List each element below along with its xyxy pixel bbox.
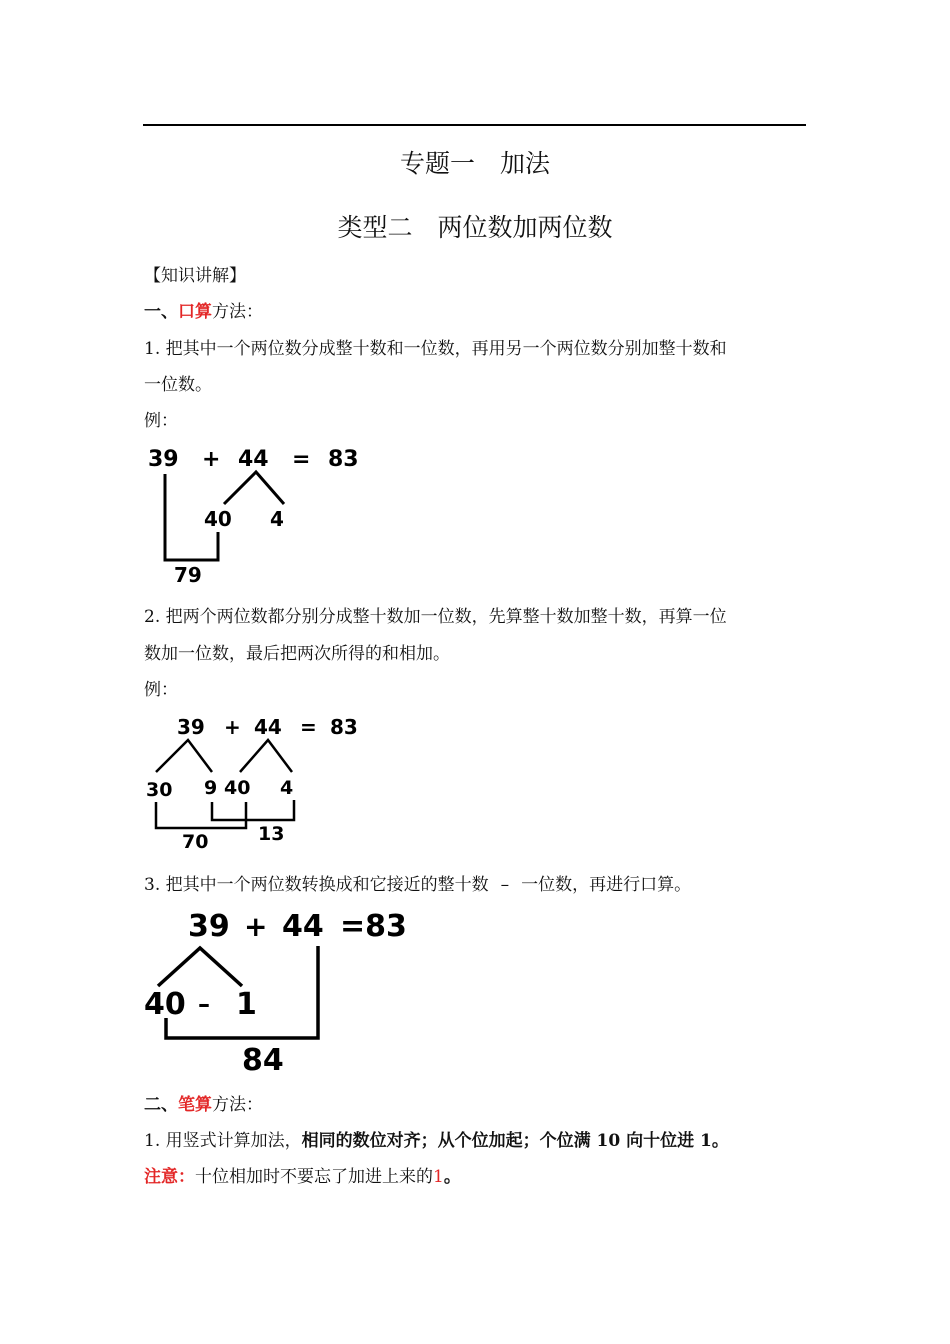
- diagram-3: [144, 904, 414, 1078]
- d1-op: +: [202, 447, 221, 472]
- d1-a: 39: [148, 447, 179, 472]
- diagram-1: [144, 442, 374, 587]
- d1-b-tens: 40: [204, 507, 232, 531]
- d2-b: 44: [254, 715, 282, 739]
- d2-ones-bracket: [212, 800, 294, 820]
- note-text: 十位相加时不要忘了加进上来的: [195, 1167, 433, 1187]
- d3-near: 40: [144, 987, 186, 1022]
- d3-b: 44: [282, 909, 324, 944]
- d1-b: 44: [238, 447, 269, 472]
- method3-line: [144, 873, 691, 897]
- d1-result: 83: [328, 447, 359, 472]
- example-label-2: 例：: [144, 680, 178, 700]
- d2-b-ones: 4: [280, 777, 294, 799]
- method3-part-a: 3. 把其中一个两位数转换成和它接近的整十数: [144, 875, 489, 895]
- oral-heading-highlight: 口算: [178, 302, 212, 322]
- d2-split-b: [240, 740, 292, 772]
- written-rule: [144, 1129, 729, 1153]
- d2-a: 39: [177, 715, 205, 739]
- oral-heading: [144, 300, 263, 324]
- method2-line1: 2. 把两个两位数都分别分成整十数加一位数，先算整十数加整十数，再算一位: [144, 607, 727, 627]
- d1-eq: =: [292, 447, 311, 472]
- written-rule-prefix: 1. 用竖式计算加法，: [144, 1131, 302, 1151]
- note-highlight: 1: [433, 1167, 444, 1187]
- oral-heading-suffix: 方法：: [212, 302, 263, 322]
- d2-b-tens: 40: [224, 777, 251, 799]
- section-knowledge-label: 【知识讲解】: [144, 266, 246, 286]
- d2-ones-sum: 13: [258, 823, 285, 845]
- written-heading-suffix: 方法：: [212, 1095, 263, 1115]
- d3-op: +: [244, 910, 268, 943]
- d2-tens-sum: 70: [182, 831, 209, 853]
- d3-minus: –: [198, 990, 210, 1018]
- page-subtitle: 类型二 两位数加两位数: [337, 213, 613, 242]
- d2-a-ones: 9: [204, 777, 218, 799]
- written-rule-bold: 相同的数位对齐；从个位加起；个位满 10 向十位进 1。: [301, 1131, 729, 1151]
- d1-b-ones: 4: [270, 507, 284, 531]
- d3-a: 39: [188, 909, 230, 944]
- d2-a-tens: 30: [146, 779, 173, 801]
- d2-op: +: [224, 715, 241, 739]
- page-title: 专题一 加法: [399, 149, 550, 178]
- d1-split-lines: [224, 472, 284, 504]
- method1-line1: 1. 把其中一个两位数分成整十数和一位数，再用另一个两位数分别加整十数和: [144, 339, 727, 359]
- d3-partial: 84: [242, 1043, 284, 1078]
- header-rule: [143, 124, 806, 126]
- note-label: 注意：: [144, 1167, 195, 1187]
- oral-heading-prefix: 一、: [144, 302, 178, 322]
- diagram-2: [144, 710, 374, 855]
- note-end: 。: [443, 1167, 461, 1187]
- method3-minus: –: [500, 875, 510, 895]
- example-label-1: 例：: [144, 411, 178, 431]
- written-heading-highlight: 笔算: [178, 1095, 212, 1115]
- d3-diff: 1: [236, 987, 257, 1022]
- written-heading: [144, 1093, 263, 1117]
- written-note: [144, 1165, 461, 1189]
- written-heading-prefix: 二、: [144, 1095, 178, 1115]
- d2-tens-bracket: [156, 802, 246, 828]
- d2-eq: =: [300, 715, 317, 739]
- d3-eq: =83: [340, 909, 407, 944]
- d2-result: 83: [330, 715, 358, 739]
- d1-partial: 79: [174, 563, 202, 587]
- method3-part-c: 一位数，再进行口算。: [521, 875, 692, 895]
- d2-split-a: [156, 740, 212, 772]
- d3-split-lines: [158, 948, 242, 986]
- method1-line2: 一位数。: [144, 375, 212, 395]
- method2-line2: 数加一位数，最后把两次所得的和相加。: [144, 644, 450, 664]
